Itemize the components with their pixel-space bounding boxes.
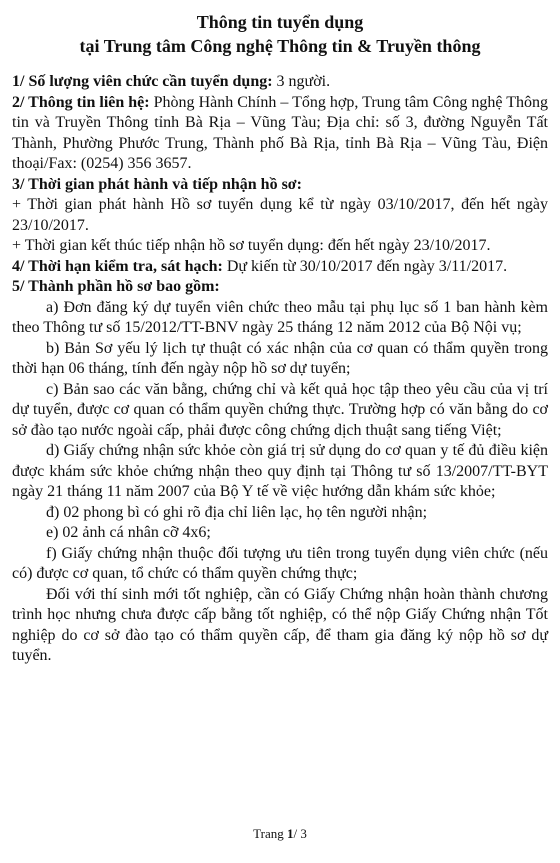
page-footer bbox=[0, 826, 560, 842]
list-item-a: a) Đơn đăng ký dự tuyển viên chức theo mẫu tại phụ lục số 1 ban hành kèm theo Thông tư số 15/2012/TT-BNV ngày 25 tháng 12 năm 2012 của Bộ Nội vụ; bbox=[12, 298, 548, 336]
document-title-line1: Thông tin tuyển dụng bbox=[196, 12, 364, 32]
section-3-label: 3/ Thời gian phát hành và tiếp nhận hồ sơ: bbox=[12, 175, 302, 193]
section-4-value: Dự kiến từ 30/10/2017 đến ngày 3/11/2017. bbox=[222, 257, 508, 275]
section-1-label: 1/ Số lượng viên chức cần tuyển dụng: bbox=[12, 73, 273, 90]
document-title-line2: tại Trung tâm Công nghệ Thông tin & Truyền thông bbox=[79, 36, 481, 56]
page-number: 1 bbox=[286, 826, 294, 841]
section-2-value: Phòng Hành Chính – Tổng hợp, Trung tâm Công nghệ Thông tin và Truyền Thông tỉnh Bà Rịa – Vũng Tàu; Địa chỉ: số 3, đường Nguyễn Tất Thành, Phường Phước Trung, Thành phố Bà Rịa, tỉnh Bà Rịa – Vũng Tàu, Điện thoại/Fax: (0254) 356 3657. bbox=[12, 93, 549, 172]
section-3-item-2: + Thời gian kết thúc tiếp nhận hồ sơ tuyển dụng: đến hết ngày 23/10/2017. bbox=[12, 237, 491, 254]
section-4-label: 4/ Thời hạn kiểm tra, sát hạch: bbox=[12, 257, 223, 275]
page-label: Trang bbox=[253, 826, 287, 841]
list-item-f: f) Giấy chứng nhận thuộc đối tượng ưu tiên trong tuyển dụng viên chức (nếu có) được cơ quan, tổ chức có thẩm quyền chứng thực; bbox=[12, 544, 548, 582]
section-3-item-1: + Thời gian phát hành Hồ sơ tuyển dụng kể từ ngày 03/10/2017, đến hết ngày 23/10/2017. bbox=[12, 196, 548, 234]
list-item-c: c) Bản sao các văn bằng, chứng chỉ và kết quả học tập theo yêu cầu của vị trí dự tuyển, được cơ quan có thẩm quyền chứng thực. Trường hợp có văn bằng do cơ sở đào tạo nước ngoài cấp, phải được công chứng dịch thuật sang tiếng Việt; bbox=[12, 380, 548, 439]
section-4 bbox=[12, 257, 548, 278]
section-5-label: 5/ Thành phần hồ sơ bao gồm: bbox=[12, 278, 220, 295]
list-item-e: e) 02 ảnh cá nhân cỡ 4x6; bbox=[46, 524, 211, 541]
section-1-value: 3 người. bbox=[272, 73, 331, 90]
graduate-note: Đối với thí sinh mới tốt nghiệp, cần có Giấy Chứng nhận hoàn thành chương trình học nhưng chưa được cấp bằng tốt nghiệp, có thể nộp Giấy Chứng nhận Tốt nghiệp do cơ sở đào tạo có thẩm quyền cấp, để tham gia đăng ký nộp hồ sơ dự tuyển. bbox=[12, 585, 548, 664]
section-2 bbox=[12, 93, 548, 175]
section-1 bbox=[12, 72, 548, 93]
list-item-d: d) Giấy chứng nhận sức khỏe còn giá trị sử dụng do cơ quan y tế đủ điều kiện được khám sức khỏe chứng nhận theo quy định tại Thông tư số 13/2007/TT-BYT ngày 21 tháng 11 năm 2007 của Bộ Y tế về việc hướng dẫn khám sức khỏe; bbox=[12, 442, 548, 500]
section-2-label: 2/ Thông tin liên hệ: bbox=[12, 93, 150, 111]
list-item-dd: đ) 02 phong bì có ghi rõ địa chỉ liên lạc, họ tên người nhận; bbox=[46, 503, 428, 521]
document-body bbox=[12, 72, 548, 667]
page-total: / 3 bbox=[293, 826, 307, 841]
document-header bbox=[12, 10, 548, 58]
list-item-b: b) Bản Sơ yếu lý lịch tự thuật có xác nhận của cơ quan có thẩm quyền trong thời hạn 06 tháng, tính đến ngày nộp hồ sơ dự tuyển; bbox=[12, 339, 548, 377]
